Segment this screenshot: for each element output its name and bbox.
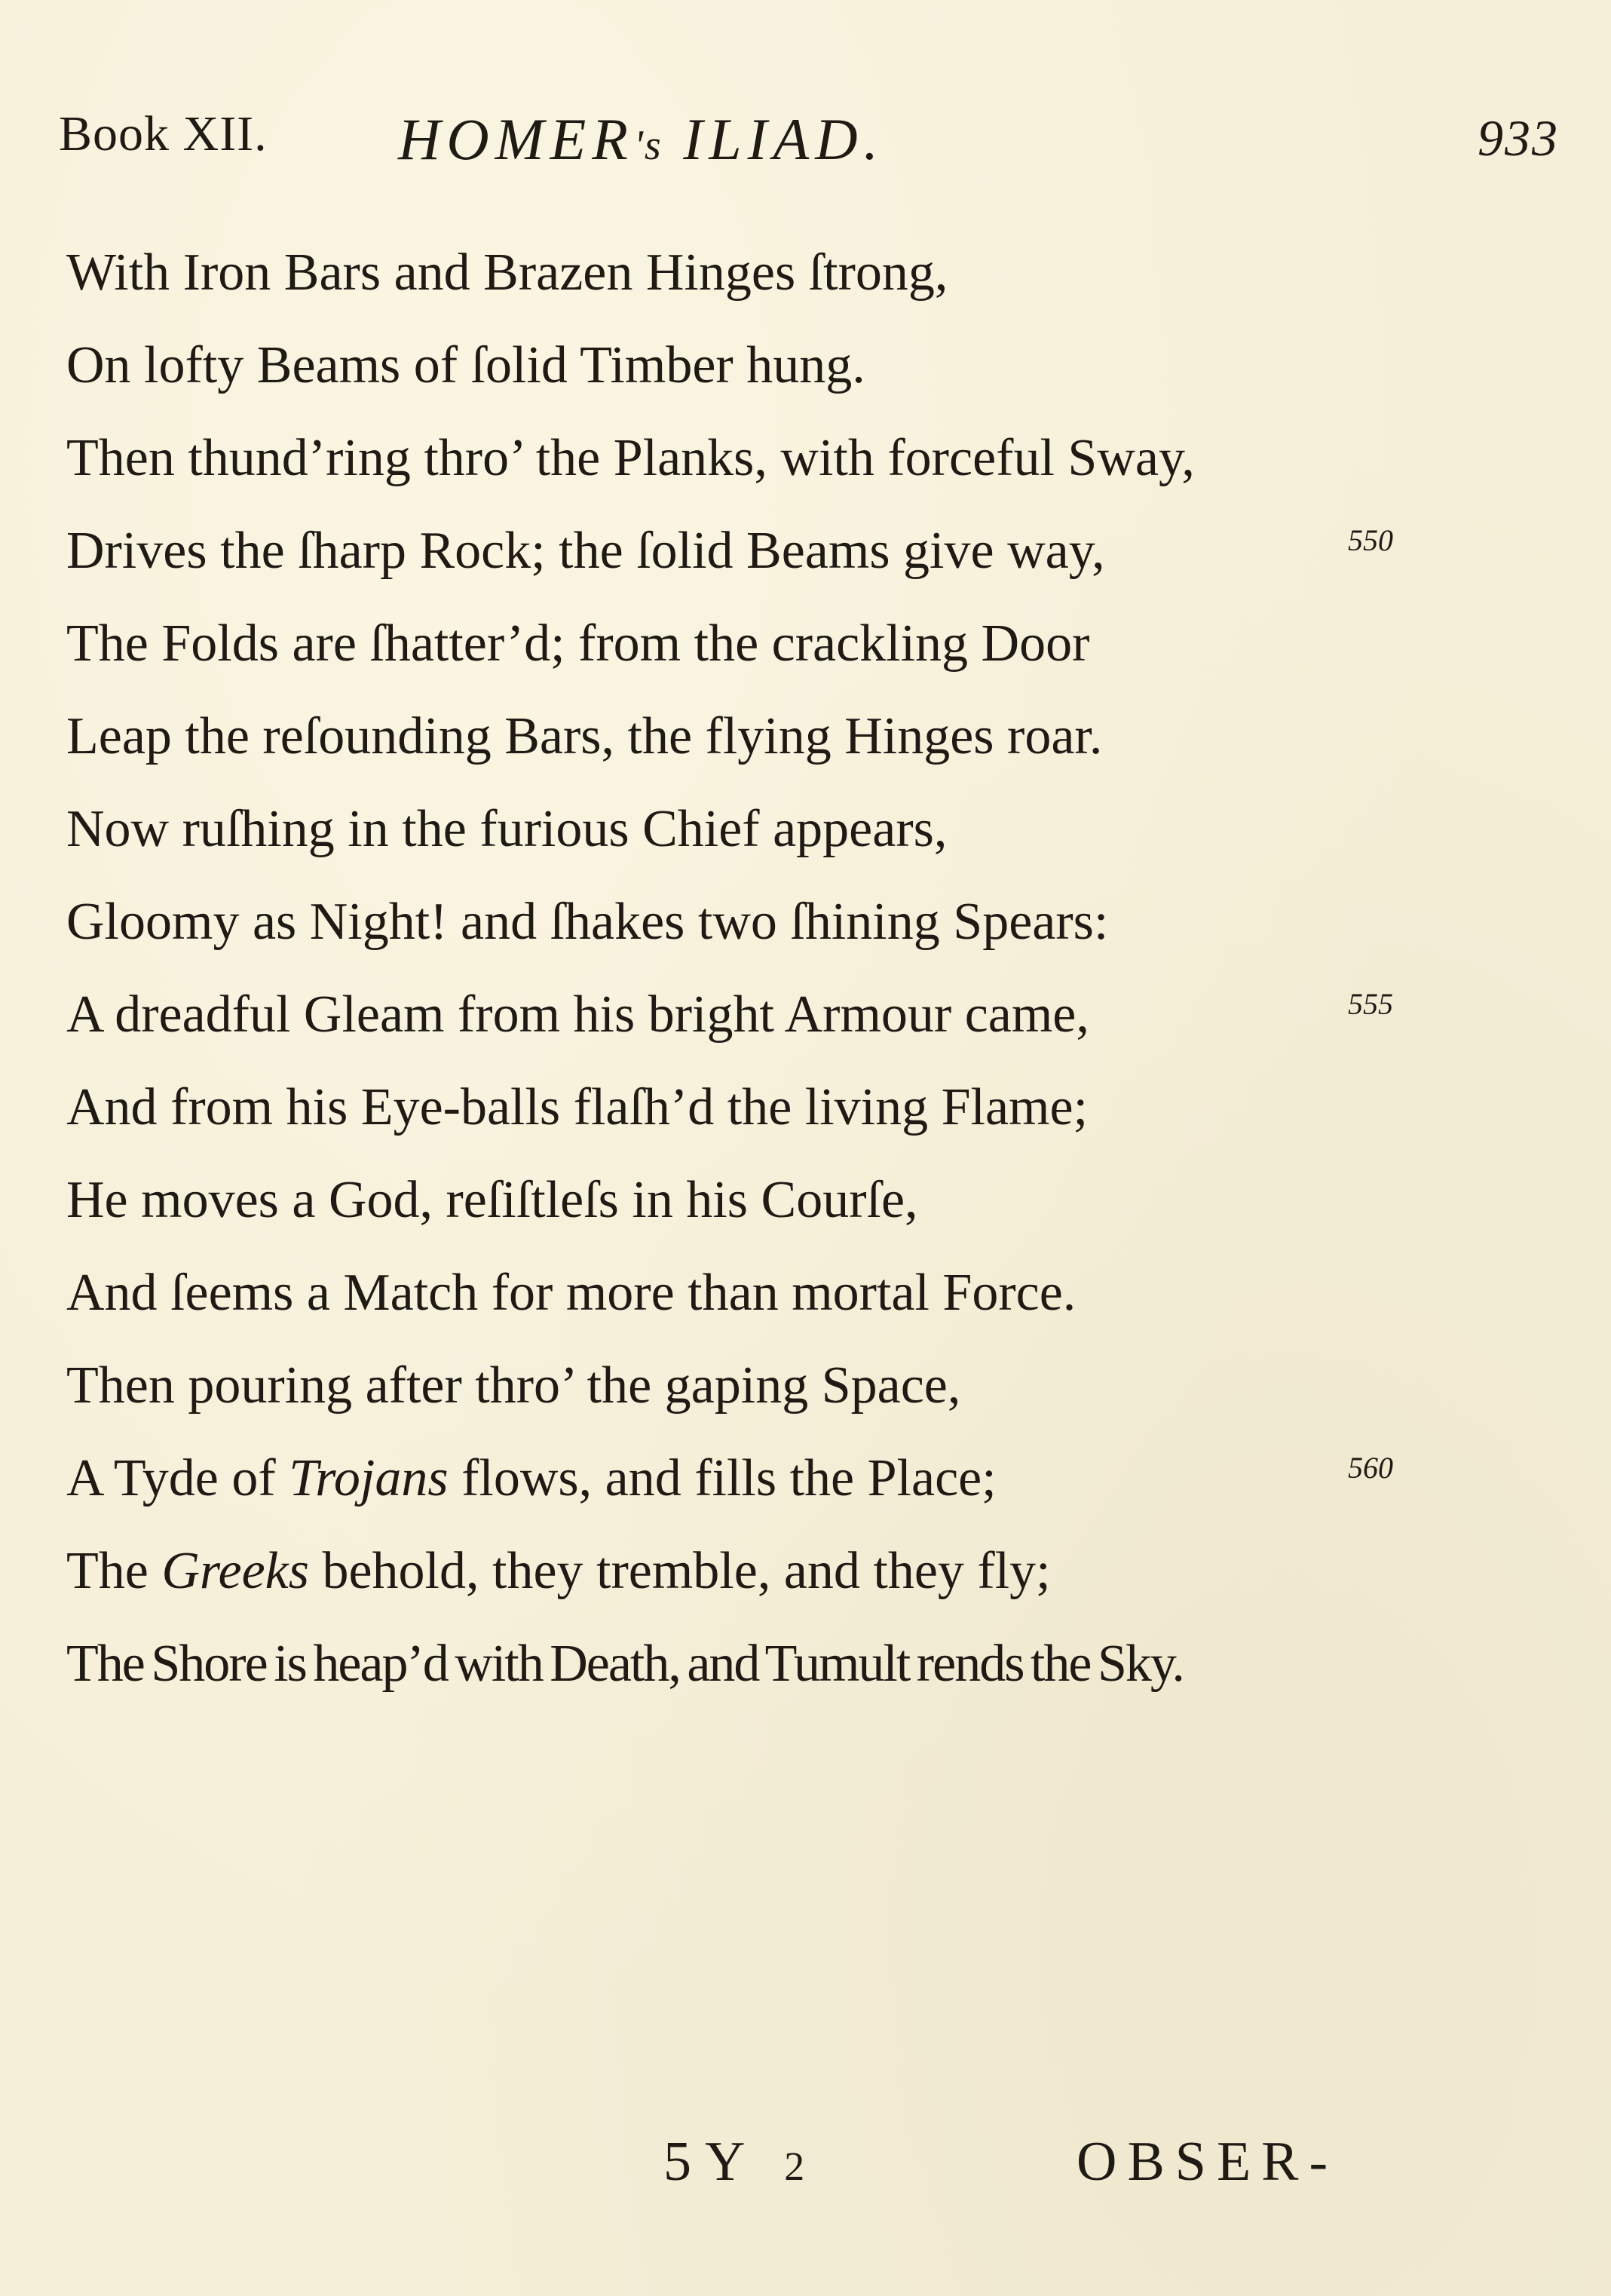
signature-sub: 2 [784,2144,805,2189]
title-rest: ILIAD. [683,106,885,172]
verse-line-text: With Iron Bars and Brazen Hinges ſtrong, [66,244,948,302]
verse-line [66,226,1469,319]
verse-text-before: The [66,1542,162,1600]
verse-line-text: The Shore is heap’d with Death, and Tumult rends the Sky. [66,1635,1184,1693]
verse-line-text: Now ruſhing in the furious Chief appears, [66,800,948,858]
verse-line-text [66,1525,1051,1617]
verse-line-text: A dreadful Gleam from his bright Armour came, [66,986,1089,1044]
verse-italic-word: Greeks [161,1542,309,1600]
verse-line-text: He moves a God, reſiſtleſs in his Courſe, [66,1171,918,1229]
verse-line [66,1617,1469,1710]
book-label [59,106,268,163]
title-main: HOMER [398,106,634,172]
signature-mark [663,2130,804,2194]
verse-line-text: And from his Eye-balls flaſh’d the living Flame; [66,1078,1089,1136]
line-number: 560 [1348,1451,1393,1485]
verse-line-text: The Folds are ſhatter’d; from the crackling Door [66,615,1090,673]
verse-line [66,319,1469,412]
work-title [398,106,884,173]
verse-line-text: Then pouring after thro’ the gaping Space, [66,1356,961,1415]
verse-line [66,504,1469,597]
book-number: XII. [182,106,268,161]
verse-line-text: On lofty Beams of ſolid Timber hung. [66,336,865,394]
verse-line [66,1246,1469,1339]
verse-line-text: And ſeems a Match for more than mortal Force. [66,1264,1077,1322]
signature-numeral: 5 [663,2131,705,2193]
verse-line-text: Leap the reſounding Bars, the flying Hinges roar. [66,707,1103,765]
verse-line [66,783,1469,875]
verse-line [66,1339,1469,1432]
verse-line [66,875,1469,968]
verse-line-text: Drives the ſharp Rock; the ſolid Beams give way, [66,522,1105,580]
verse-line [66,690,1469,783]
verse-line [66,968,1469,1061]
page-number: 933 [1478,109,1559,167]
verse-line [66,1154,1469,1246]
title-suffix: 's [633,122,663,169]
verse-line [66,1525,1469,1617]
verse-line [66,1061,1469,1154]
verse-text-after: behold, they tremble, and they fly; [308,1542,1051,1600]
verse-line [66,412,1469,504]
verse-line-text: Gloomy as Night! and ſhakes two ſhining Spears: [66,893,1109,951]
signature-letter: Y [705,2131,757,2193]
verse-line [66,597,1469,690]
catchword: OBSER- [1077,2131,1339,2193]
verse-text-after: flows, and fills the Place; [448,1449,997,1507]
running-head [59,106,1559,189]
line-number: 555 [1348,987,1393,1021]
verse-line-text: Then thund’ring thro’ the Planks, with forceful Sway, [66,429,1195,487]
verse-line [66,1432,1469,1525]
line-number: 550 [1348,523,1393,557]
verse-block [66,226,1469,1710]
verse-text-before: A Tyde of [66,1449,289,1507]
book-prefix: Book [59,106,170,161]
verse-line-text [66,1432,997,1525]
verse-italic-word: Trojans [289,1449,449,1507]
